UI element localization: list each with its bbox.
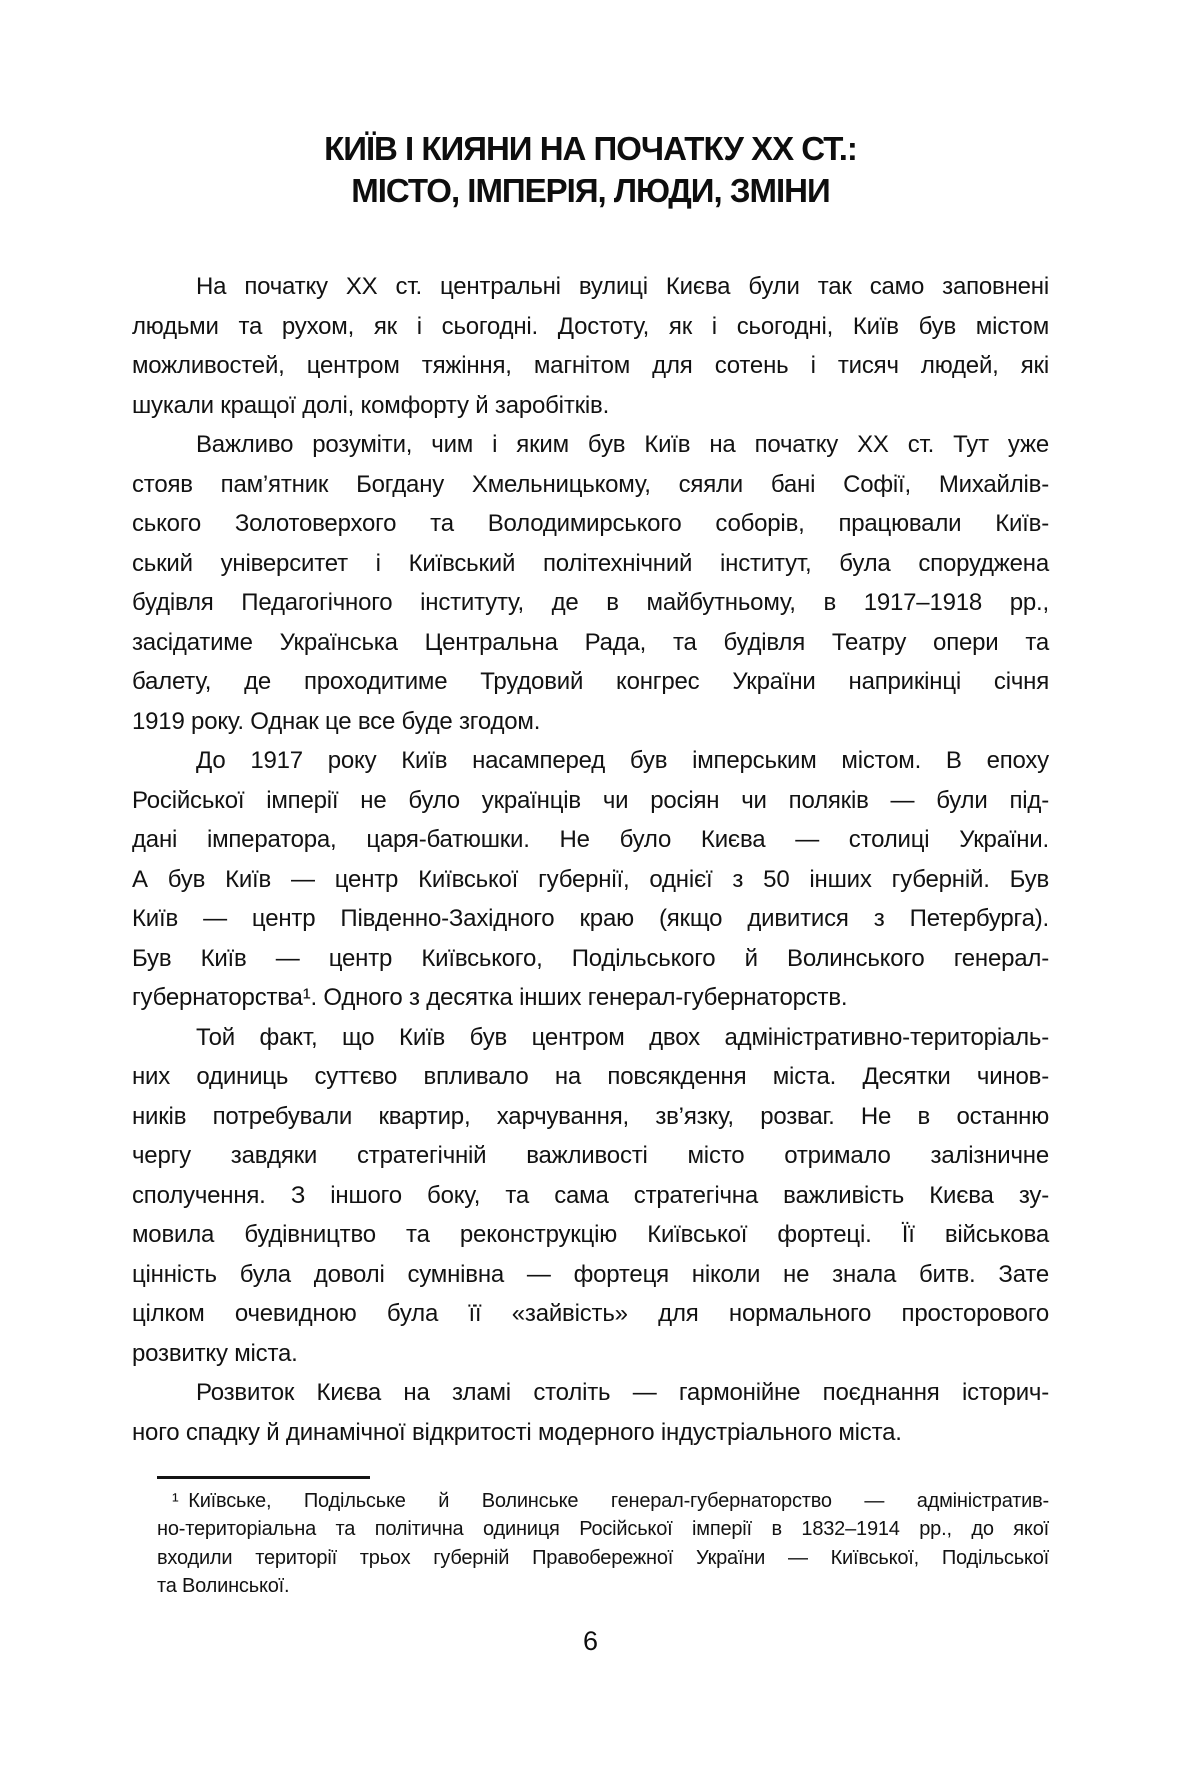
- body-text: [132, 267, 1049, 1452]
- chapter-title-line-1: КИЇВ І КИЯНИ НА ПОЧАТКУ XX СТ.:: [324, 130, 857, 167]
- text-line: та Волинської.: [157, 1575, 290, 1598]
- text-line: дані імператора, царя-батюшки. Не було Києва — столиці України.: [132, 826, 1049, 853]
- paragraph: [132, 425, 1049, 741]
- text-line: ників потребували квартир, харчування, зв’язку, розваг. Не в останню: [132, 1102, 1049, 1130]
- text-line: людьми та рухом, як і сьогодні. Достоту, як і сьогодні, Київ був містом: [132, 312, 1049, 340]
- text-line: них одиниць суттєво впливало на повсякдення міста. Десятки чинов-: [132, 1063, 1049, 1090]
- text-line: Важливо розуміти, чим і яким був Київ на початку XX ст. Тут уже: [196, 431, 1049, 458]
- text-line: но-територіальна та політична одиниця Російської імперії в 1832–1914 рр., до якої: [157, 1518, 1049, 1541]
- text-line: Був Київ — центр Київського, Подільського й Волинського генерал-: [132, 944, 1049, 972]
- text-line: будівля Педагогічного інституту, де в майбутньому, в 1917–1918 рр.,: [132, 589, 1049, 616]
- text-line: шукали кращої долі, комфорту й заробітків.: [132, 391, 610, 419]
- paragraph: [132, 267, 1049, 425]
- text-line: засідатиме Українська Центральна Рада, та будівля Театру опери та: [132, 628, 1049, 656]
- text-line: мовила будівництво та реконструкцію Київської фортеці. Її військова: [132, 1221, 1049, 1248]
- paragraph: [132, 741, 1049, 1018]
- text-line: ¹ Київське, Подільське й Волинське генерал-губернаторство — адміністратив-: [172, 1490, 1049, 1512]
- text-line: чергу завдяки стратегічній важливості місто отримало залізничне: [132, 1142, 1049, 1169]
- text-line: балету, де проходитиме Трудовий конгрес України наприкінці січня: [132, 668, 1049, 695]
- text-line: сполучення. З іншого боку, та сама стратегічна важливість Києва зу-: [132, 1181, 1049, 1209]
- footnote: [157, 1487, 1049, 1601]
- text-line: розвитку міста.: [132, 1339, 298, 1367]
- text-line: До 1917 року Київ насамперед був імперським містом. В епоху: [196, 747, 1049, 774]
- chapter-title-line-2: МІСТО, ІМПЕРІЯ, ЛЮДИ, ЗМІНИ: [351, 172, 830, 209]
- paragraph: [132, 1373, 1049, 1452]
- text-line: Розвиток Києва на зламі століть — гармонійне поєднання історич-: [196, 1379, 1049, 1406]
- text-line: Російської імперії не було українців чи росіян чи поляків — були під-: [132, 786, 1049, 814]
- text-line: Той факт, що Київ був центром двох адміністративно-територіаль-: [196, 1023, 1049, 1051]
- text-line: На початку XX ст. центральні вулиці Києва були так само заповнені: [196, 273, 1049, 300]
- text-line: ного спадку й динамічної відкритості модерного індустріального міста.: [132, 1418, 902, 1446]
- text-line: входили території трьох губерній Правобережної України — Київської, Подільської: [157, 1546, 1049, 1569]
- chapter-title: [132, 128, 1049, 212]
- text-line: стояв пам’ятник Богдану Хмельницькому, сяяли бані Софії, Михайлів-: [132, 470, 1049, 498]
- text-line: Київ — центр Південно-Західного краю (якщо дивитися з Петербурга).: [132, 905, 1049, 932]
- page-number: 6: [582, 1626, 599, 1656]
- text-line: можливостей, центром тяжіння, магнітом для сотень і тисяч людей, які: [132, 352, 1049, 379]
- footnote-divider: [157, 1476, 370, 1479]
- text-line: ського Золотоверхого та Володимирського соборів, працювали Київ-: [132, 510, 1049, 537]
- paragraph: [132, 1018, 1049, 1374]
- text-line: А був Київ — центр Київської губернії, однієї з 50 інших губерній. Був: [132, 865, 1049, 893]
- text-line: цінність була доволі сумнівна — фортеця ніколи не знала битв. Зате: [132, 1260, 1049, 1288]
- text-line: 1919 року. Однак це все буде згодом.: [132, 707, 541, 735]
- text-line: губернаторства¹. Одного з десятка інших генерал-губернаторств.: [132, 984, 848, 1011]
- text-line: цілком очевидною була її «зайвість» для нормального просторового: [132, 1300, 1049, 1327]
- text-line: ський університет і Київський політехнічний інститут, була споруджена: [132, 549, 1049, 577]
